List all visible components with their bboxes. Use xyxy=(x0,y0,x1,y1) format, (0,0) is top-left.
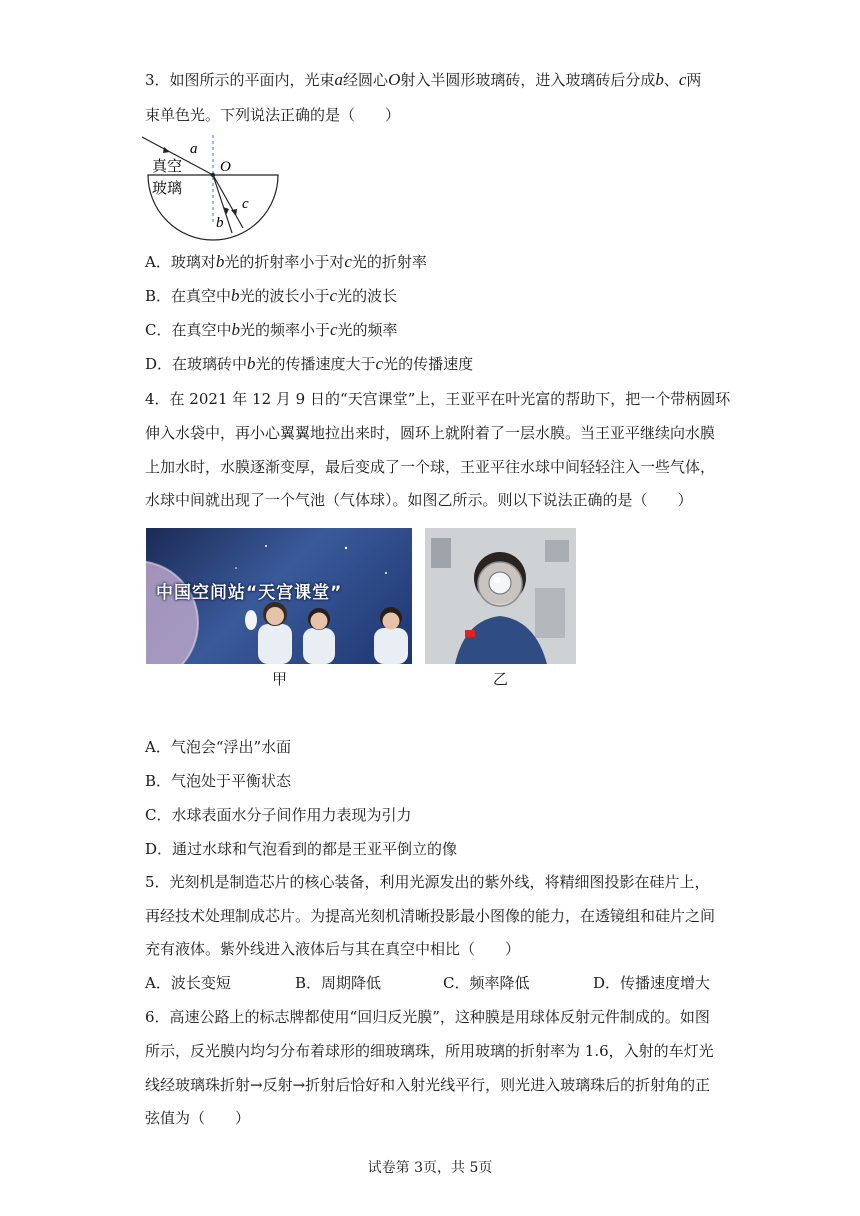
q6-stem-line-3: 线经玻璃珠折射→反射→折射后恰好和入射光线平行，则光进入玻璃珠后的折射角的正 xyxy=(145,1076,711,1094)
q3-text: 射入半圆形玻璃砖，进入玻璃砖后分成 xyxy=(400,71,656,89)
option-text: 光的折射率 xyxy=(351,253,427,271)
q3-text: 3．如图所示的平面内，光束 xyxy=(145,71,335,89)
q3-text: 经圆心 xyxy=(343,71,389,89)
var-c: c xyxy=(375,354,384,373)
fig-label-c: c xyxy=(242,196,249,212)
q4-option-d: D．通过水球和气泡看到的都是王亚平倒立的像 xyxy=(145,840,458,858)
option-text: D．在玻璃砖中 xyxy=(145,355,248,373)
q5-option-a: A．波长变短 xyxy=(145,974,231,992)
q3-option-d xyxy=(145,354,473,374)
var-b: b xyxy=(655,70,664,89)
option-text: 光的折射率小于对 xyxy=(224,253,345,271)
q5-stem-line-3: 充有液体。紫外线进入液体后与其在真空中相比（ ） xyxy=(145,940,521,958)
option-text: 光的波长 xyxy=(337,287,398,305)
q4-stem-line-1: 4．在 2021 年 12 月 9 日的“天宫课堂”上，王亚平在叶光富的帮助下，把一个带柄圆环 xyxy=(145,390,731,408)
q4-stem-line-2: 伸入水袋中，再小心翼翼地拉出来时，圆环上就附着了一层水膜。当王亚平继续向水膜 xyxy=(145,424,716,442)
q4-stem-line-3: 上加水时，水膜逐渐变厚，最后变成了一个球，王亚平往水球中间轻轻注入一些气体， xyxy=(145,458,716,476)
var-o: O xyxy=(388,70,401,89)
q5-option-c: C．频率降低 xyxy=(443,974,530,992)
var-a: a xyxy=(334,70,344,89)
photo-banner-text: 中国空间站“天宫课堂” xyxy=(156,583,343,603)
fig-label-b: b xyxy=(216,215,224,231)
var-b: b xyxy=(231,286,240,305)
var-b: b xyxy=(231,320,240,339)
q5-options-row xyxy=(145,972,725,994)
var-c: c xyxy=(329,286,338,305)
refraction-figure xyxy=(140,135,290,245)
q6-stem-line-1: 6．高速公路上的标志牌都使用“回归反光膜”，这种膜是用球体反射元件制成的。如图 xyxy=(145,1008,710,1026)
q3-stem-line-1 xyxy=(145,70,701,90)
q6-stem-line-2: 所示，反光膜内均匀分布着球形的细玻璃珠，所用玻璃的折射率为 1.6，入射的车灯光 xyxy=(145,1042,714,1060)
q3-option-a xyxy=(145,252,427,272)
option-text: 光的波长小于 xyxy=(239,287,330,305)
q4-option-a: A．气泡会“浮出”水面 xyxy=(145,738,292,756)
option-text: B．在真空中 xyxy=(145,287,232,305)
var-c: c xyxy=(344,252,352,271)
q5-option-d: D．传播速度增大 xyxy=(593,974,711,992)
q3-option-c xyxy=(145,320,398,340)
fig-label-glass: 玻璃 xyxy=(152,179,183,197)
page-footer: 试卷第 3页，共 5页 xyxy=(367,1160,493,1176)
option-text: 光的传播速度大于 xyxy=(255,355,376,373)
fig-label-vacuum: 真空 xyxy=(152,157,183,175)
q5-stem-line-1: 5．光刻机是制造芯片的核心装备，利用光源发出的紫外线，将精细图投影在硅片上， xyxy=(145,873,710,891)
photo-tiangong-classroom xyxy=(146,528,412,664)
caption-jia: 甲 xyxy=(272,670,288,688)
q3-text: 、 xyxy=(663,71,679,89)
q5-stem-line-2: 再经技术处理制成芯片。为提高光刻机清晰投影最小图像的能力，在透镜组和硅片之间 xyxy=(145,907,716,925)
fig-label-a: a xyxy=(190,141,198,157)
q3-option-b xyxy=(145,286,397,306)
option-text: 光的频率 xyxy=(337,321,398,339)
q6-stem-line-4: 弦值为（ ） xyxy=(145,1109,251,1127)
astronaut-water-ball-image xyxy=(425,528,576,664)
q4-stem-line-4: 水球中间就出现了一个气池（气体球）。如图乙所示。则以下说法正确的是（ ） xyxy=(145,491,693,509)
option-text: A．玻璃对 xyxy=(145,253,216,271)
q4-option-c: C．水球表面水分子间作用力表现为引力 xyxy=(145,806,412,824)
photo-water-ball xyxy=(425,528,576,664)
q3-stem-line-2: 束单色光。下列说法正确的是（ ） xyxy=(145,106,401,124)
option-text: C．在真空中 xyxy=(145,321,232,339)
option-text: 光的传播速度 xyxy=(383,355,474,373)
var-c: c xyxy=(330,320,338,339)
caption-yi: 乙 xyxy=(493,670,509,688)
option-text: 光的频率小于 xyxy=(239,321,330,339)
var-c: c xyxy=(678,70,687,89)
fig-label-o: O xyxy=(220,159,231,175)
q3-text: 两 xyxy=(686,71,702,89)
var-b: b xyxy=(247,354,256,373)
q5-option-b: B．周期降低 xyxy=(295,974,382,992)
q4-option-b: B．气泡处于平衡状态 xyxy=(145,772,292,790)
var-b: b xyxy=(215,252,225,271)
